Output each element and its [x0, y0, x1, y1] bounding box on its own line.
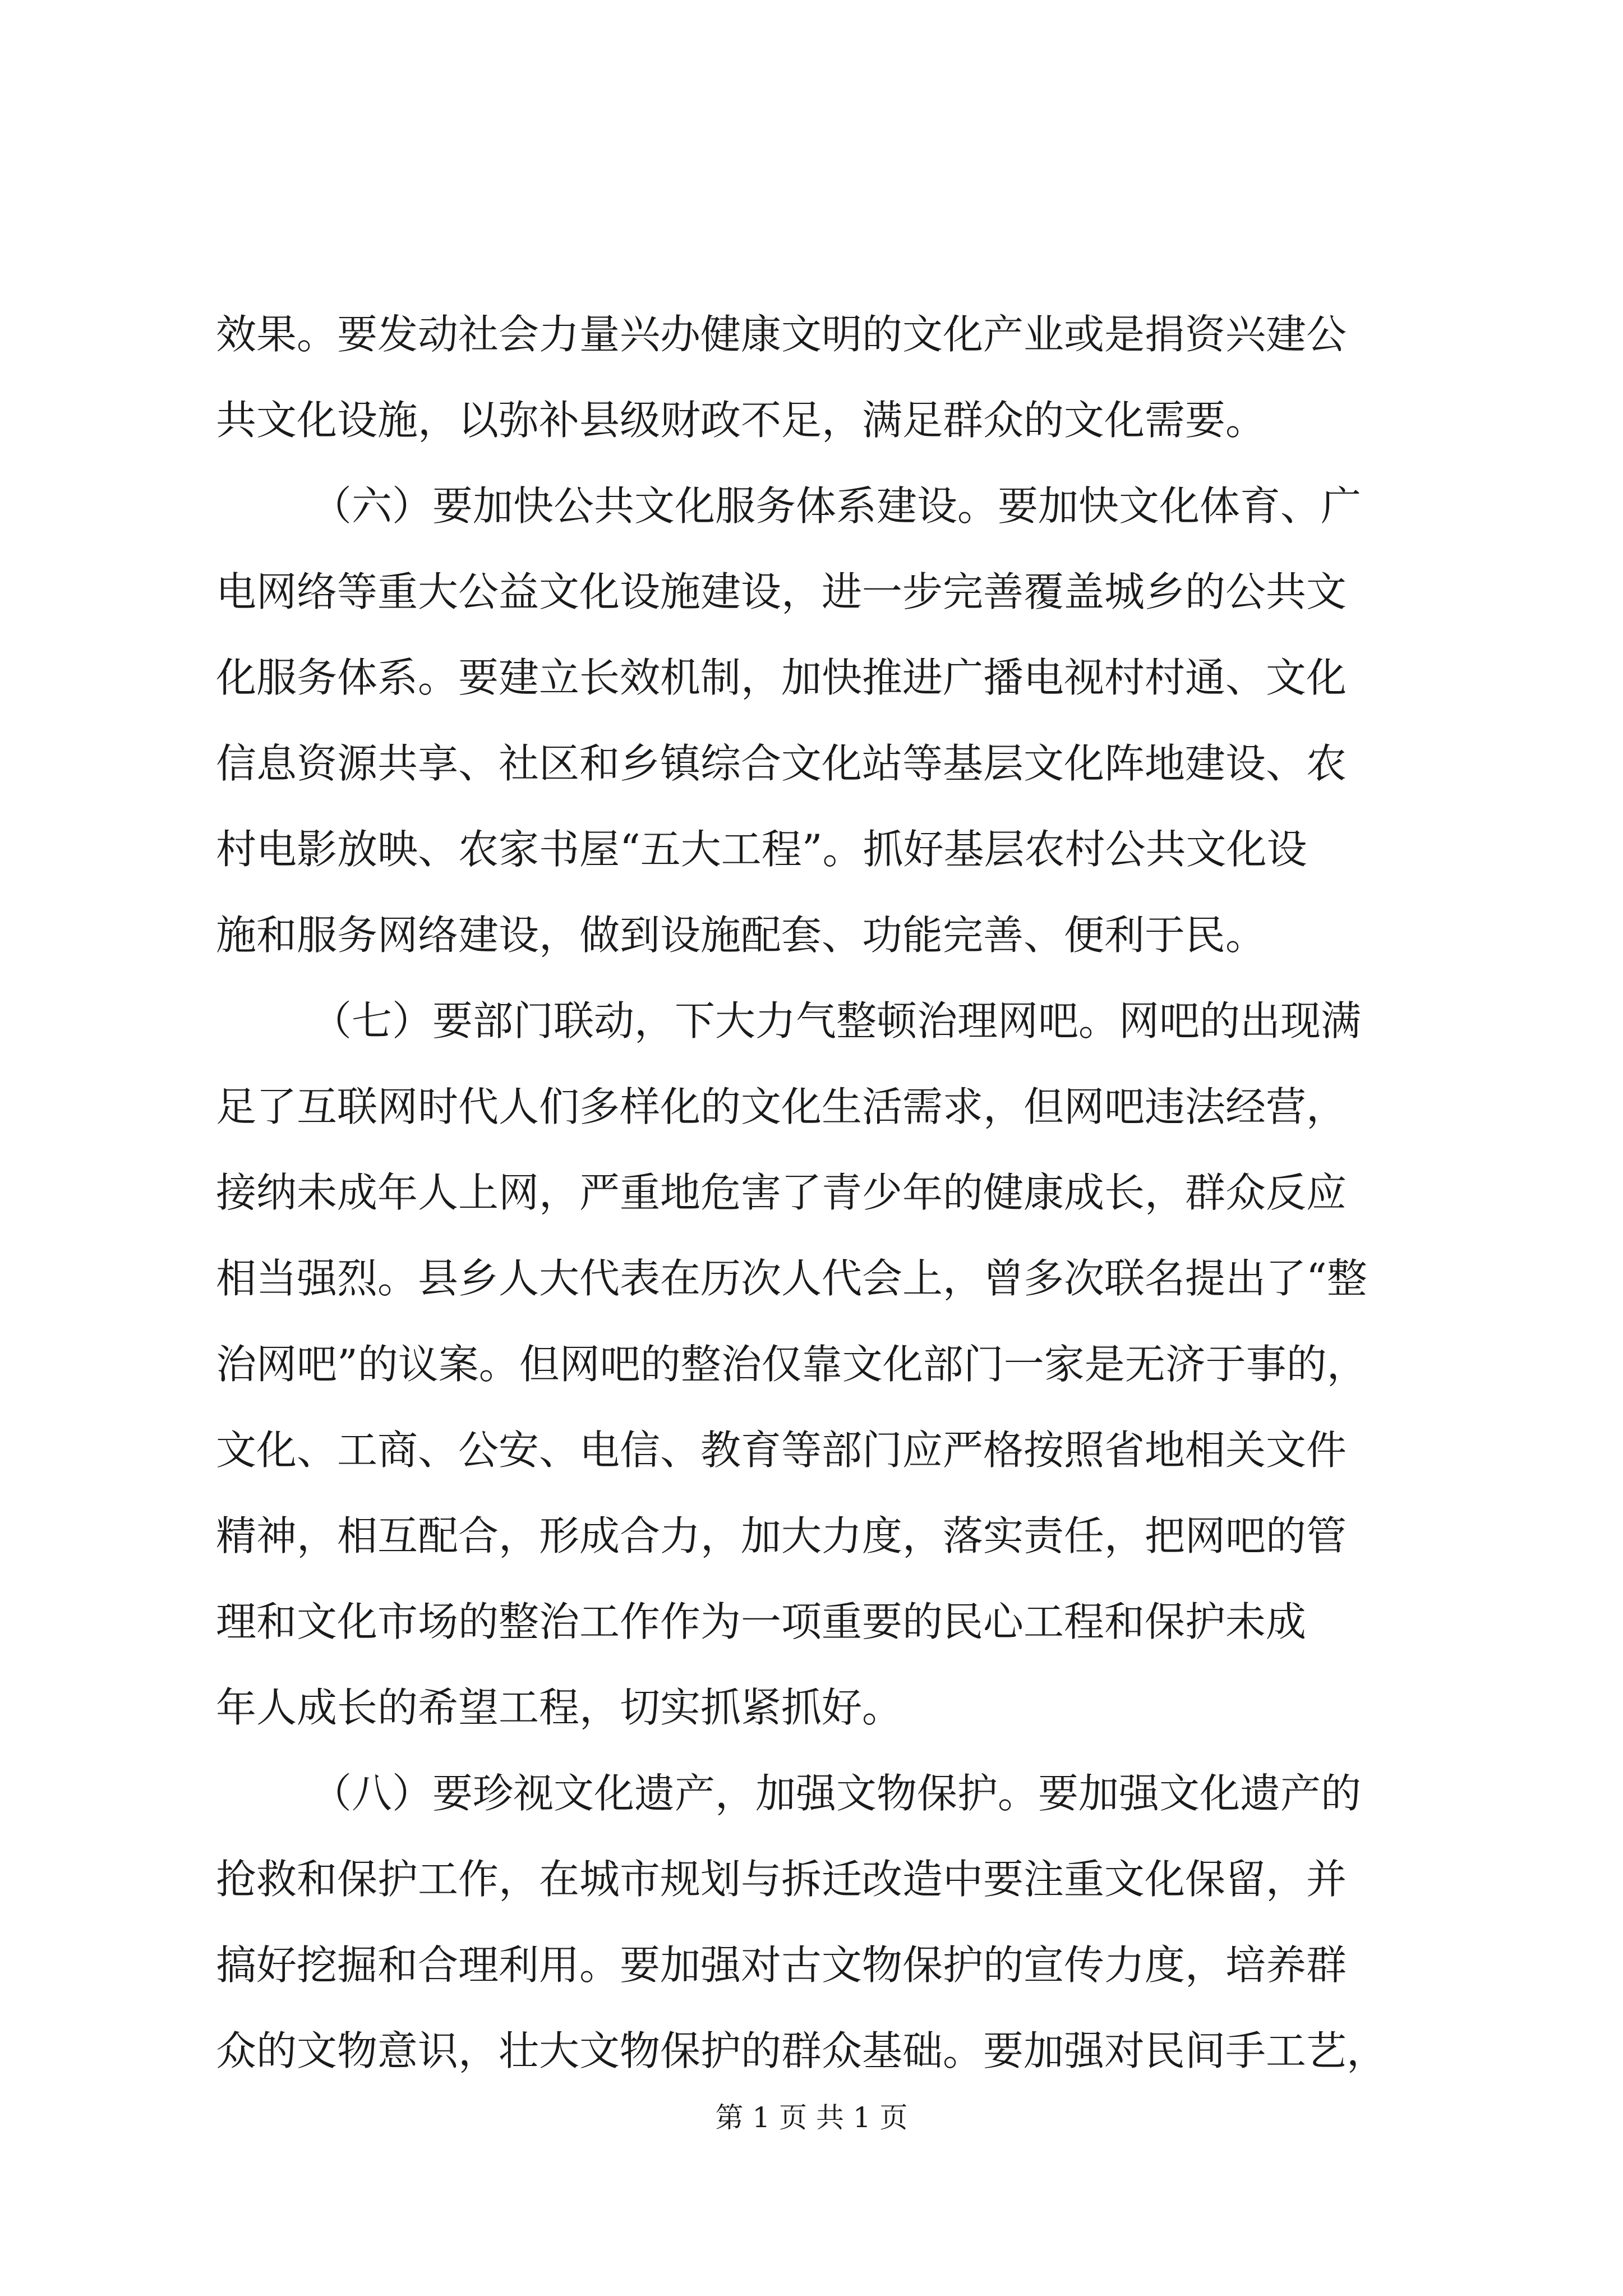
body-text: [216, 292, 1416, 2094]
text-line: 搞好挖掘和合理利用。要加强对古文物保护的宣传力度，培养群: [216, 1941, 1347, 1989]
paragraph-start-line: （八）要珍视文化遗产，加强文物保护。要加强文化遗产的: [311, 1770, 1362, 1817]
text-line: 施和服务网络建设，做到设施配套、功能完善、便利于民。: [216, 912, 1266, 959]
text-line: 村电影放映、农家书屋“五大工程”。抓好基层农村公共文化设: [216, 826, 1307, 873]
text-line: 共文化设施，以弥补县级财政不足，满足群众的文化需要。: [216, 397, 1266, 444]
text-line: 相当强烈。县乡人大代表在历次人代会上，曾多次联名提出了“整: [216, 1255, 1367, 1302]
text-line: 治网吧”的议案。但网吧的整治仅靠文化部门一家是无济于事的，: [216, 1341, 1367, 1388]
text-line: 文化、工商、公安、电信、教育等部门应严格按照省地相关文件: [216, 1427, 1347, 1474]
page-footer: 第 1 页 共 1 页: [715, 2101, 908, 2134]
paragraph-start-line: （七）要部门联动，下大力气整顿治理网吧。网吧的出现满: [311, 997, 1362, 1045]
text-line: 接纳未成年人上网，严重地危害了青少年的健康成长，群众反应: [216, 1169, 1347, 1216]
text-line: 理和文化市场的整治工作作为一项重要的民心工程和保护未成: [216, 1598, 1307, 1645]
paragraph-start-line: （六）要加快公共文化服务体系建设。要加快文化体育、广: [311, 482, 1362, 530]
text-line: 精神，相互配合，形成合力，加大力度，落实责任，把网吧的管: [216, 1512, 1347, 1559]
text-line: 众的文物意识，壮大文物保护的群众基础。要加强对民间手工艺，: [216, 2027, 1387, 2074]
text-line: 信息资源共享、社区和乡镇综合文化站等基层文化阵地建设、农: [216, 740, 1347, 787]
text-line: 化服务体系。要建立长效机制，加快推进广播电视村村通、文化: [216, 654, 1347, 701]
text-line: 足了互联网时代人们多样化的文化生活需求，但网吧违法经营，: [216, 1083, 1347, 1130]
text-line: 年人成长的希望工程，切实抓紧抓好。: [216, 1684, 903, 1731]
text-line: 抢救和保护工作，在城市规划与拆迁改造中要注重文化保留，并: [216, 1856, 1347, 1903]
text-line: 电网络等重大公益文化设施建设，进一步完善覆盖城乡的公共文: [216, 568, 1347, 615]
text-line: 效果。要发动社会力量兴办健康文明的文化产业或是捐资兴建公: [216, 311, 1347, 358]
